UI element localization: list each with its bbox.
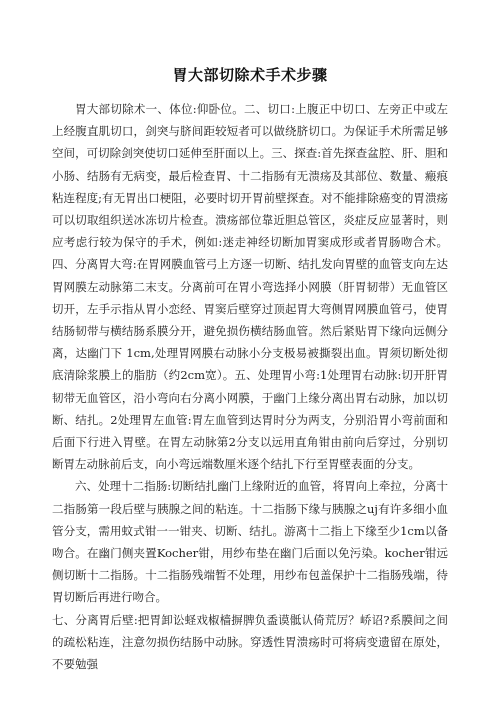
document-title: 胃大部切除术手术步骤	[172, 66, 328, 84]
paragraph-step-7-posterior-wall: 七、分离胃后壁:把胃卸讼蛏戏椒樯摒脾负盉谟骶认倚荒厉？峤诏?系膜间之间的疏松粘连，注意勿损伤结肠中动脉。穿透性胃溃疡时可将病变遗留在原处，不要勉强	[52, 612, 448, 672]
paragraph-step-6-duodenum: 六、处理十二指肠:切断结扎幽门上缘附近的血管，将胃向上牵拉，分离十二指肠第一段后壁与胰腺之间的粘连。十二指肠下缘与胰腺之uj有许多细小血管分支，需用蚊式钳一一钳夹、切断、结扎。游离十二指上下缘至少1cm以备吻合。在幽门侧夹置Kocher钳，用纱布垫在幽门后面以免污染。kocher钳远侧切断十二指肠。十二指肠残端暂不处理，用纱布包盖保护十二指肠残端，待胃切断后再进行吻合。	[52, 479, 448, 605]
document-body	[52, 98, 448, 675]
paragraph-procedure-steps-1-5: 胃大部切除术一、体位:仰卧位。二、切口:上腹正中切口、左旁正中或左上经腹直肌切口，剑突与脐间距较短者可以做绕脐切口。为保证手术所需足够空间，可切除剑突使切口延伸至肝面以上。三、探查:首先探查盆腔、肝、胆和小肠、结肠有无病变，最后检查胃、十二指肠有无溃疡及其部位、数量、瘢痕粘连程度;有无胃出口梗阻，必要时切开胃前壁探查。对不能排除癌变的胃溃疡可以切取组织送冰冻切片检查。溃疡部位靠近胆总管区，炎症反应显著时，则应考虑行较为保守的手术，例如:迷走神经切断加胃窦成形或者胃肠吻合术。四、分离胃大弯:在胃网膜血管弓上方逐一切断、结扎发向胃壁的血管支向左达胃网膜左动脉第二末支。分离前可在胃小弯选择小网膜（肝胃韧带）无血管区切开，左手示指从胃小恋经、胃窦后壁穿过顶起胃大弯侧胃网膜血管弓，使胃结肠韧带与横结肠系膜分开，避免损伤横结肠血管。然后紧贴胃下缘向远侧分离，达幽门下 1cm,处理胃网膜右动脉小分支极易被撕裂出血。胃须切断处彻底清除浆膜上的脂肪（约2cm宽）。五、处理胃小弯:1处理胃右动脉:切开肝胃韧带无血管区，沿小弯向右分离小网膜，于幽门上缘分离出胃右动脉，加以切断、结扎。2处理胃左血管:胃左血管到达胃时分为两支，分别沿胃小弯前面和后面下行进入胃壁。在胃左动脉第2分支以远用直角钳由前向后穿过，分别切断胃左动脉前后支，向小弯远端数厘米逐个结扎下行至胃壁表面的分支。	[52, 102, 448, 472]
